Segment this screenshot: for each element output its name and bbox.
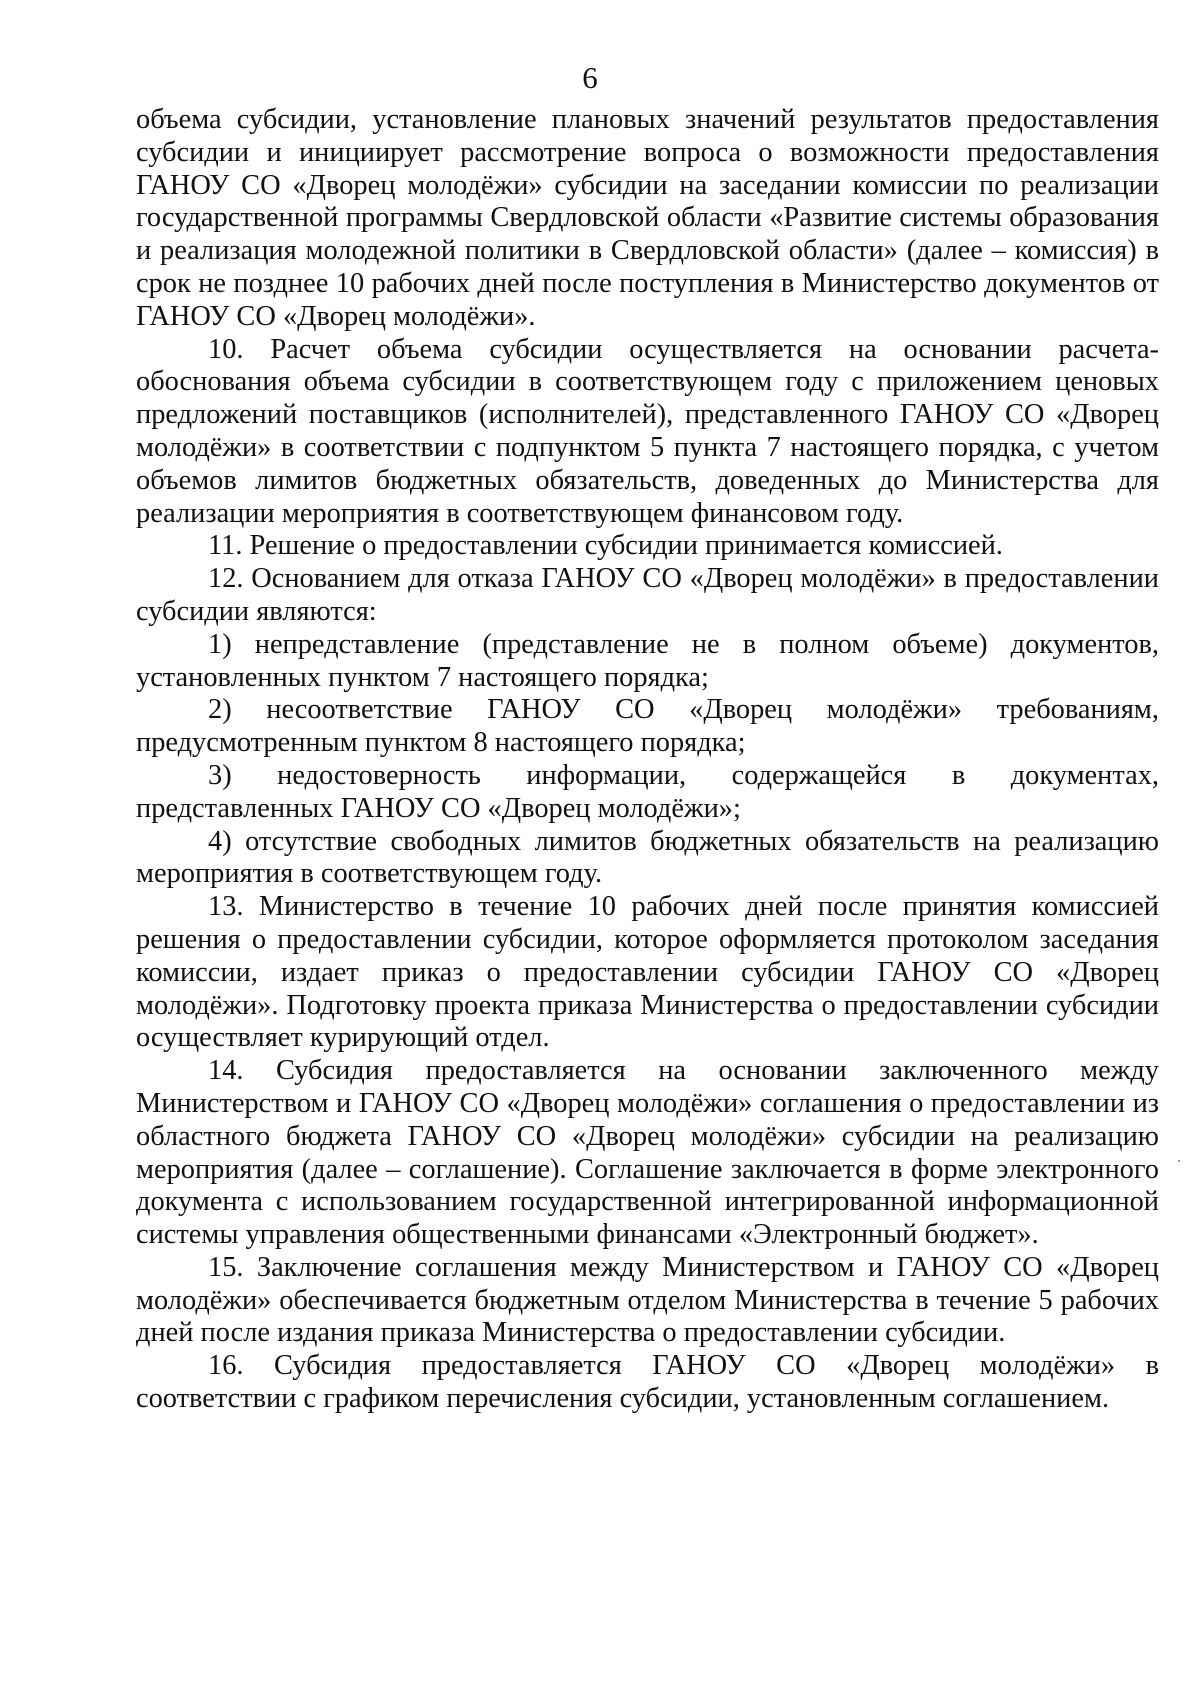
subitem-12-2: 2) несоответствие ГАНОУ СО «Дворец молодёжи» требованиям, предусмотренным пунктом 8 настоящего порядка; <box>136 694 1159 759</box>
paragraph-item-13: 13. Министерство в течение 10 рабочих дней после принятия комиссией решения о предоставлении субсидии, которое оформляется протоколом заседания комиссии, издает приказ о предоставлении субсидии ГАНОУ СО «Дворец молодёжи». Подготовку проекта приказа Министерства о предоставлении субсидии осуществляет курирующий отдел. <box>136 891 1159 1054</box>
paragraph-continuation: объема субсидии, установление плановых значений результатов предоставления субсидии и инициирует рассмотрение вопроса о возможности предоставления ГАНОУ СО «Дворец молодёжи» субсидии на заседании комиссии по реализации государственной программы Свердловской области «Развитие системы образования и реализация молодежной политики в Свердловской области» (далее – комиссия) в срок не позднее 10 рабочих дней после поступления в Министерство документов от ГАНОУ СО «Дворец молодёжи». <box>136 104 1159 332</box>
subitem-12-4: 4) отсутствие свободных лимитов бюджетных обязательств на реализацию мероприятия в соответствующем году. <box>136 825 1159 890</box>
paragraph-item-12: 12. Основанием для отказа ГАНОУ СО «Дворец молодёжи» в предоставлении субсидии являются: <box>136 563 1159 627</box>
paragraph-item-16: 16. Субсидия предоставляется ГАНОУ СО «Дворец молодёжи» в соответствии с графиком перечисления субсидии, установленным соглашением. <box>136 1350 1159 1415</box>
document-body <box>136 104 1159 1416</box>
paragraph-item-14: 14. Субсидия предоставляется на основании заключенного между Министерством и ГАНОУ СО «Дворец молодёжи» соглашения о предоставлении из областного бюджета ГАНОУ СО «Дворец молодёжи» субсидии на реализацию мероприятия (далее – соглашение). Соглашение заключается в форме электронного документа с использованием государственной интегрированной информационной системы управления общественными финансами «Электронный бюджет». <box>136 1055 1159 1251</box>
page-number: 6 <box>582 60 598 95</box>
subitem-12-3: 3) недостоверность информации, содержащейся в документах, представленных ГАНОУ СО «Дворец молодёжи»; <box>136 759 1159 824</box>
paragraph-item-11: 11. Решение о предоставлении субсидии принимается комиссией. <box>208 530 1003 562</box>
paragraph-item-15: 15. Заключение соглашения между Министерством и ГАНОУ СО «Дворец молодёжи» обеспечивается бюджетным отделом Министерства в течение 5 рабочих дней после издания приказа Министерства о предоставлении субсидии. <box>136 1251 1159 1349</box>
scan-artifact-dot <box>1178 1160 1180 1162</box>
paragraph-item-10: 10. Расчет объема субсидии осуществляется на основании расчета-обоснования объема субсидии в соответствующем году с приложением ценовых предложений поставщиков (исполнителей), представленного ГАНОУ СО «Дворец молодёжи» в соответствии с подпунктом 5 пункта 7 настоящего порядка, с учетом объемов лимитов бюджетных обязательств, доведенных до Министерства для реализации мероприятия в соответствующем финансовом году. <box>136 333 1159 529</box>
subitem-12-1: 1) непредставление (представление не в полном объеме) документов, установленных пунктом 7 настоящего порядка; <box>136 628 1159 693</box>
